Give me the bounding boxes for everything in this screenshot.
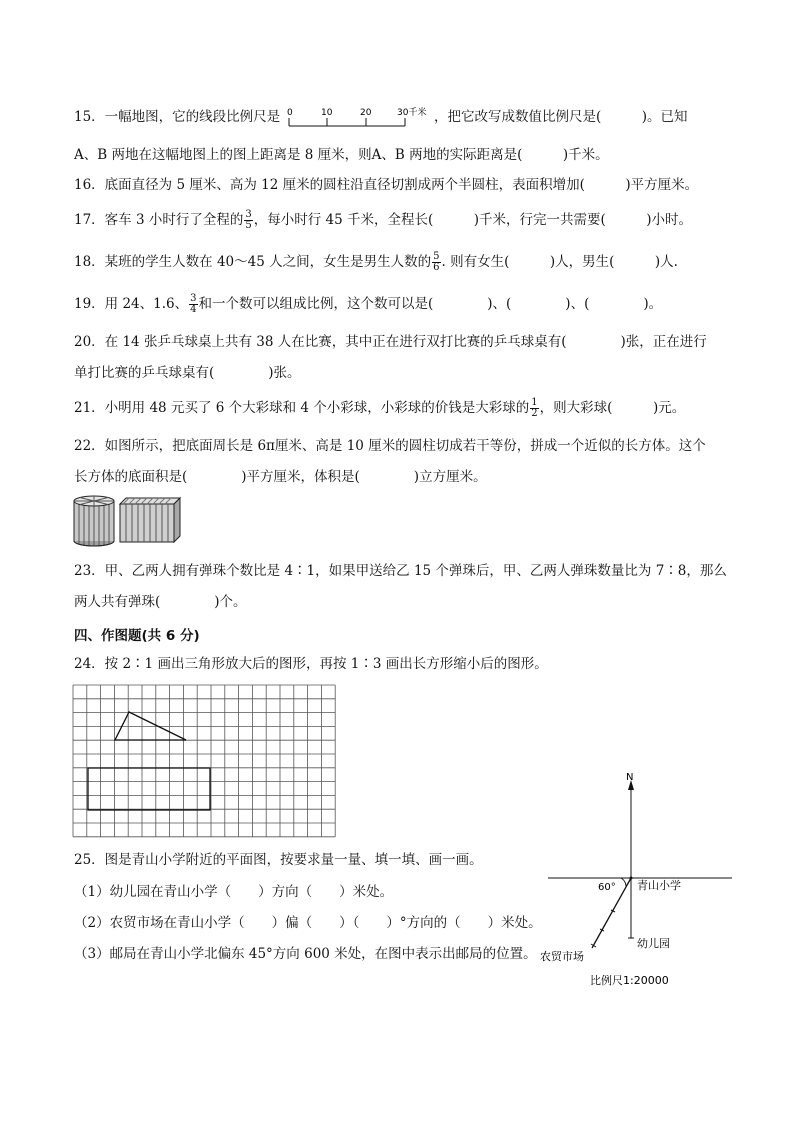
drawing-grid	[72, 684, 338, 842]
question-25-part-1: （1）幼儿园在青山小学（ ）方向（ ）米处。	[74, 884, 394, 900]
question-23-line-1: 23．甲、乙两人拥有弹珠个数比是 4∶1，如果甲送给乙 15 个弹珠后，甲、乙两人弹珠数量比为 7∶8，那么	[74, 563, 727, 579]
question-15-line-1	[74, 108, 280, 126]
line-scale-ruler	[283, 104, 433, 130]
fraction-3-4: $\frac{3}{4}$	[190, 293, 197, 315]
scale-tick-20: 20	[360, 108, 372, 118]
cuboid-illustration	[120, 498, 180, 542]
angle-label: 60°	[598, 882, 616, 893]
question-25-part-2: （2）农贸市场在青山小学（ ）偏（ ）（ ）°方向的（ ）米处。	[74, 915, 542, 931]
question-18: 18．某班的学生人数在 40～45 人之间，女生是男生人数的 $\frac{5}{6}$ . 则有女生( )人，男生( )人.	[74, 251, 678, 273]
question-24: 24．按 2∶1 画出三角形放大后的图形，再按 1∶3 画出长方形缩小后的图形。	[74, 656, 548, 672]
section-heading-drawing: 四、作图题(共 6 分)	[74, 628, 200, 644]
q15-text-after: ，把它改写成数值比例尺是( )。已知	[434, 109, 688, 125]
question-16: 16．底面直径为 5 厘米、高为 12 厘米的圆柱沿直径切割成两个半圆柱，表面积增加( )平方厘米。	[74, 177, 699, 193]
question-19: 19．用 24、1.6、 $\frac{3}{4}$ 和一个数可以组成比例，这个数可以是( )、( )、( )。	[74, 293, 663, 315]
question-22-line-1: 22．如图所示，把底面周长是 6π厘米、高是 10 厘米的圆柱切成若干等份，拼成一个近似的长方体。这个	[74, 438, 706, 454]
scale-tick-30: 30千米	[397, 108, 427, 118]
fraction-3-5: $\frac{3}{5}$	[245, 209, 252, 231]
scale-tick-0: 0	[287, 108, 293, 118]
question-20-line-1: 20．在 14 张乒乓球桌上共有 38 人在比赛，其中正在进行双打比赛的乒乓球桌有( )张，正在进行	[74, 334, 707, 350]
direction-map	[540, 770, 760, 990]
question-15-line-2: A、B 两地在这幅地图上的图上距离是 8 厘米，则A、B 两地的实际距离是( )千米。	[74, 147, 609, 163]
market-label: 农贸市场	[540, 950, 584, 963]
north-label: N	[626, 772, 634, 783]
scale-tick-10: 10	[321, 108, 333, 118]
scale-label: 比例尺1:20000	[590, 974, 669, 987]
question-15-line-1-end	[434, 108, 688, 126]
question-21: 21．小明用 48 元买了 6 个大彩球和 4 个小彩球，小彩球的价钱是大彩球的 $\frac{1}{2}$ ，则大彩球( )元。	[74, 397, 686, 419]
rectangle-shape	[88, 768, 210, 810]
kindergarten-label: 幼儿园	[637, 937, 670, 950]
cylinder-illustration	[74, 496, 114, 546]
question-17: 17．客车 3 小时行了全程的 $\frac{3}{5}$ ，每小时行 45 千米，全程长( )千米，行完一共需要( )小时。	[74, 209, 693, 231]
school-label: 青山小学	[637, 879, 681, 892]
question-23-line-2: 两人共有弹珠( )个。	[74, 594, 247, 610]
fraction-5-6: $\frac{5}{6}$	[433, 251, 440, 273]
question-20-line-2: 单打比赛的乒乓球桌有( )张。	[74, 365, 301, 381]
q15-text-before: 15．一幅地图，它的线段比例尺是	[74, 109, 281, 125]
question-25-title: 25．图是青山小学附近的平面图，按要求量一量、填一填、画一画。	[74, 852, 483, 868]
cylinder-cut-figure	[72, 494, 184, 548]
question-22-line-2: 长方体的底面积是( )平方厘米，体积是( )立方厘米。	[74, 469, 487, 485]
question-25-part-3: （3）邮局在青山小学北偏东 45°方向 600 米处，在图中表示出邮局的位置。	[74, 946, 537, 962]
fraction-1-2: $\frac{1}{2}$	[531, 397, 538, 419]
